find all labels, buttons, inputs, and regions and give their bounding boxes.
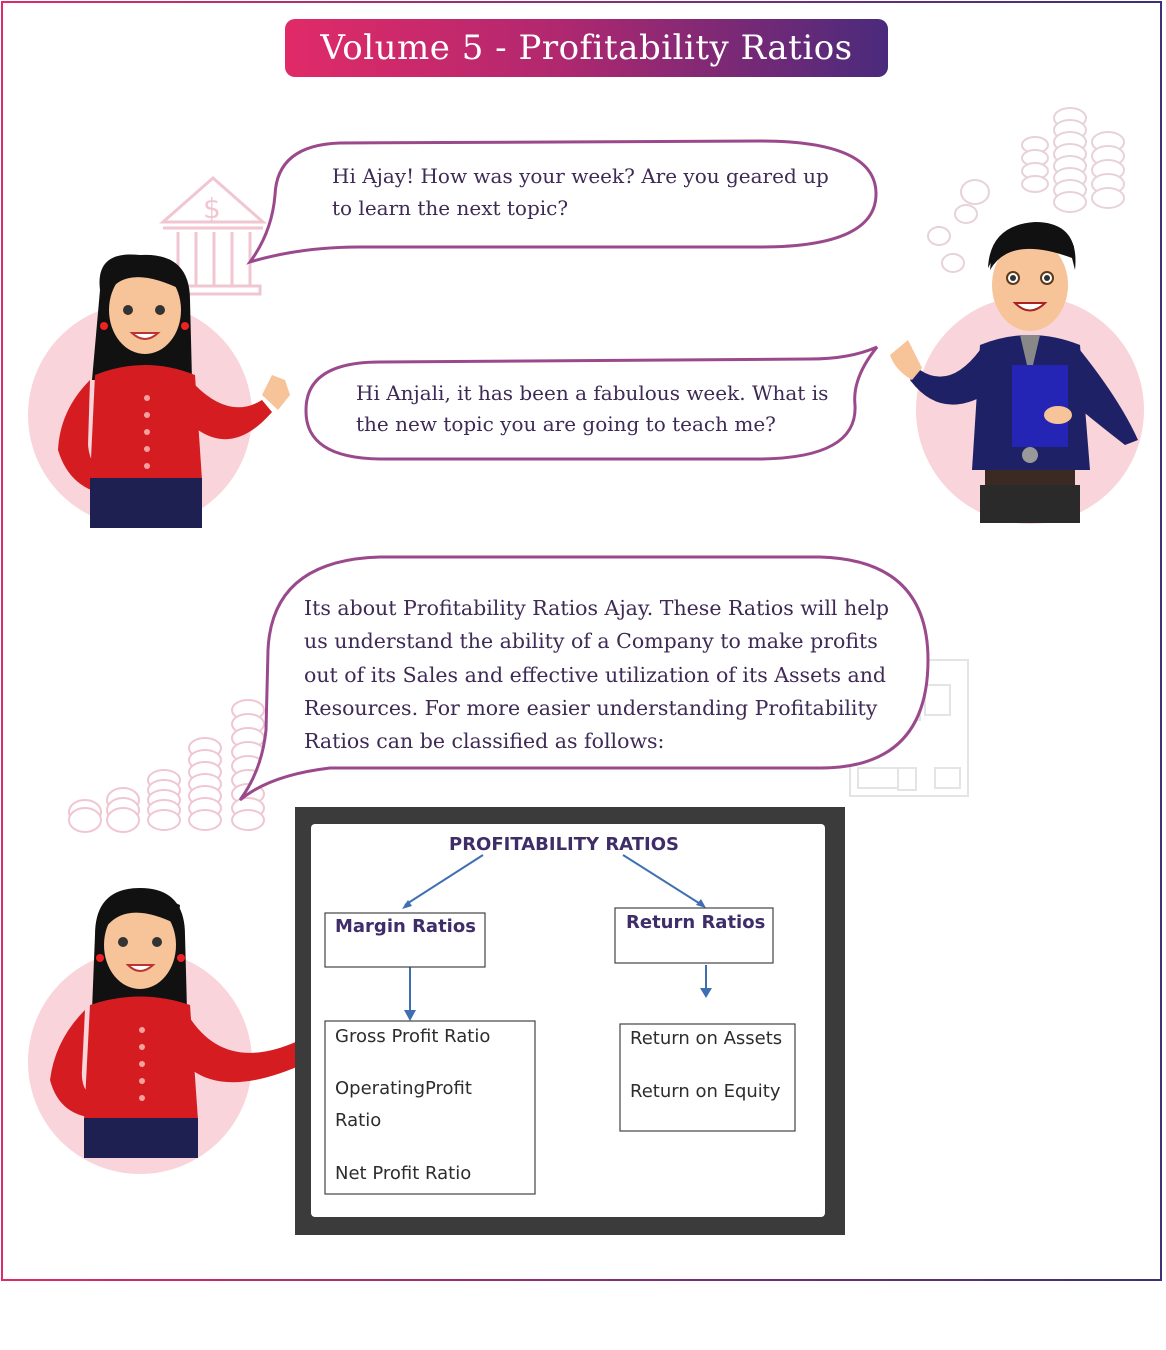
return-on-assets-item: Return on Assets — [630, 1028, 783, 1049]
operating-profit-ratio-item-cont: Ratio — [335, 1110, 382, 1131]
operating-profit-ratio-item: OperatingProfit — [335, 1078, 472, 1099]
return-ratios-heading: Return Ratios — [626, 912, 766, 933]
page-title: Volume 5 - Profitability Ratios — [285, 19, 888, 77]
dialogue-anjali-greeting: Hi Ajay! How was your week? Are you geared up to learn the next topic? — [332, 164, 829, 220]
net-profit-ratio-item: Net Profit Ratio — [335, 1163, 472, 1184]
return-on-equity-item: Return on Equity — [630, 1081, 781, 1102]
ajay-avatar-icon — [890, 222, 1144, 524]
board-title: PROFITABILITY RATIOS — [449, 834, 679, 855]
coin-stack-icon — [69, 700, 264, 832]
svg-text:$: $ — [203, 192, 221, 225]
gross-profit-ratio-item: Gross Profit Ratio — [335, 1026, 491, 1047]
dialogue-ajay-reply: Hi Anjali, it has been a fabulous week. What is the new topic you are going to teach me? — [356, 381, 829, 436]
margin-ratios-heading: Margin Ratios — [335, 916, 476, 937]
anjali-avatar-icon — [28, 888, 325, 1174]
dialogue-anjali-explanation: Its about Profitability Ratios Ajay. These Ratios will help us understand the ability of a Company to make profits out of its Sales and effective utilization of its Assets and Resources. For more easier understanding Profitability Ratios can be classified as follows: — [304, 596, 890, 754]
